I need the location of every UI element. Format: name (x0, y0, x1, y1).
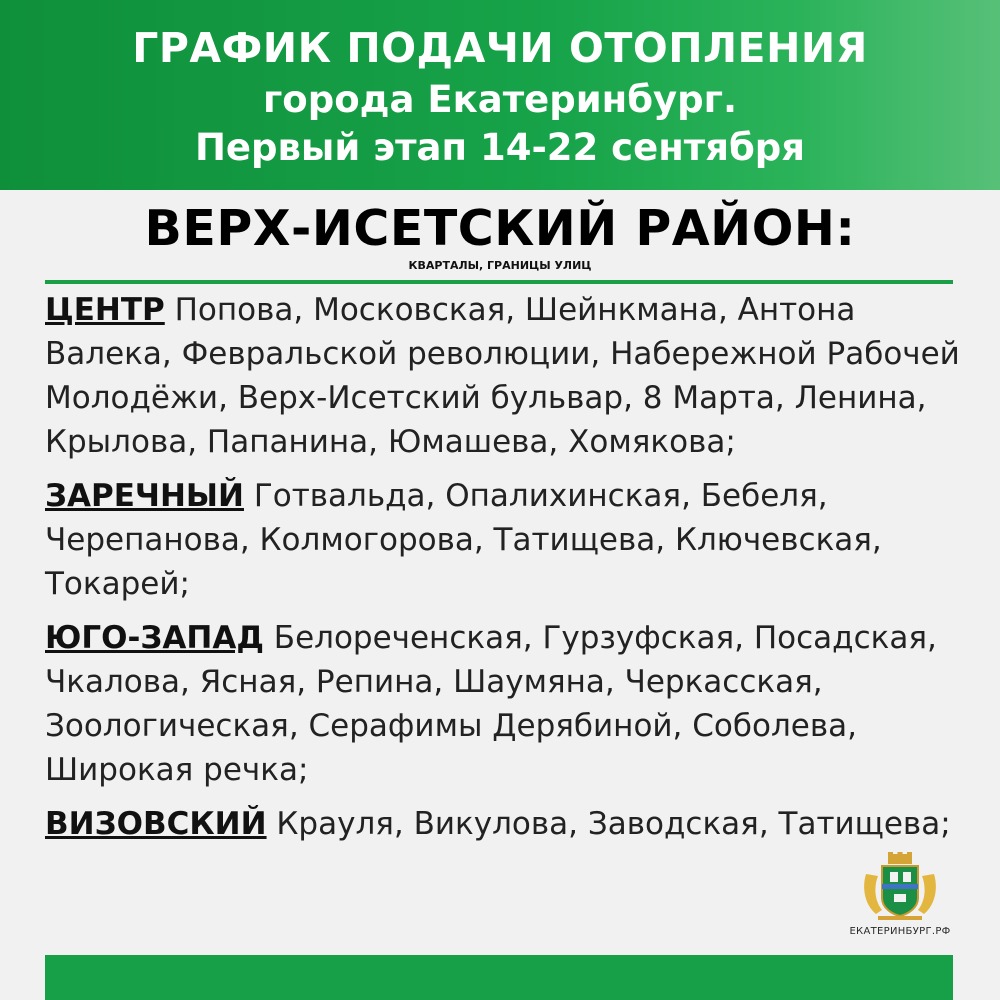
district-subtitle: КВАРТАЛЫ, ГРАНИЦЫ УЛИЦ (408, 259, 592, 272)
area-name: ЗАРЕЧНЫЙ (45, 478, 244, 514)
district-title: ВЕРХ-ИСЕТСКИЙ РАЙОН: (144, 200, 856, 257)
area-streets: Крауля, Викулова, Заводская, Татищева; (276, 806, 951, 842)
divider (45, 280, 953, 284)
area-name: ЮГО-ЗАПАД (45, 620, 264, 656)
area-block-vizovsky (45, 802, 965, 846)
area-streets: Готвальда, Опалихинская, Бебеля, Черепанова, Колмогорова, Татищева, Ключевская, Токарей; (45, 478, 882, 602)
area-streets: Белореченская, Гурзуфская, Посадская, Чкалова, Ясная, Репина, Шаумяна, Черкасская, Зоологическая, Серафимы Дерябиной, Соболева, Широкая речка; (45, 620, 937, 788)
footer-bar (45, 955, 953, 1000)
site-url: ЕКАТЕРИНБУРГ.РФ (849, 926, 951, 937)
header-banner (0, 0, 1000, 190)
area-name: ВИЗОВСКИЙ (45, 806, 267, 842)
area-streets: Попова, Московская, Шейнкмана, Антона Валека, Февральской революции, Набережной Рабочей Молодёжи, Верх-Исетский бульвар, 8 Марта, Ленина, Крылова, Папанина, Юмашева, Хомякова; (45, 292, 960, 460)
area-block-center (45, 288, 965, 464)
area-block-zarechny (45, 474, 965, 606)
city-coat-of-arms-icon (860, 852, 940, 922)
header-title: ГРАФИК ПОДАЧИ ОТОПЛЕНИЯ (132, 24, 868, 72)
header-city: города Екатеринбург. (262, 78, 738, 121)
header-stage: Первый этап 14-22 сентября (194, 126, 806, 169)
areas-list (45, 288, 965, 856)
area-name: ЦЕНТР (45, 292, 165, 328)
area-block-yugo-zapad (45, 616, 965, 792)
